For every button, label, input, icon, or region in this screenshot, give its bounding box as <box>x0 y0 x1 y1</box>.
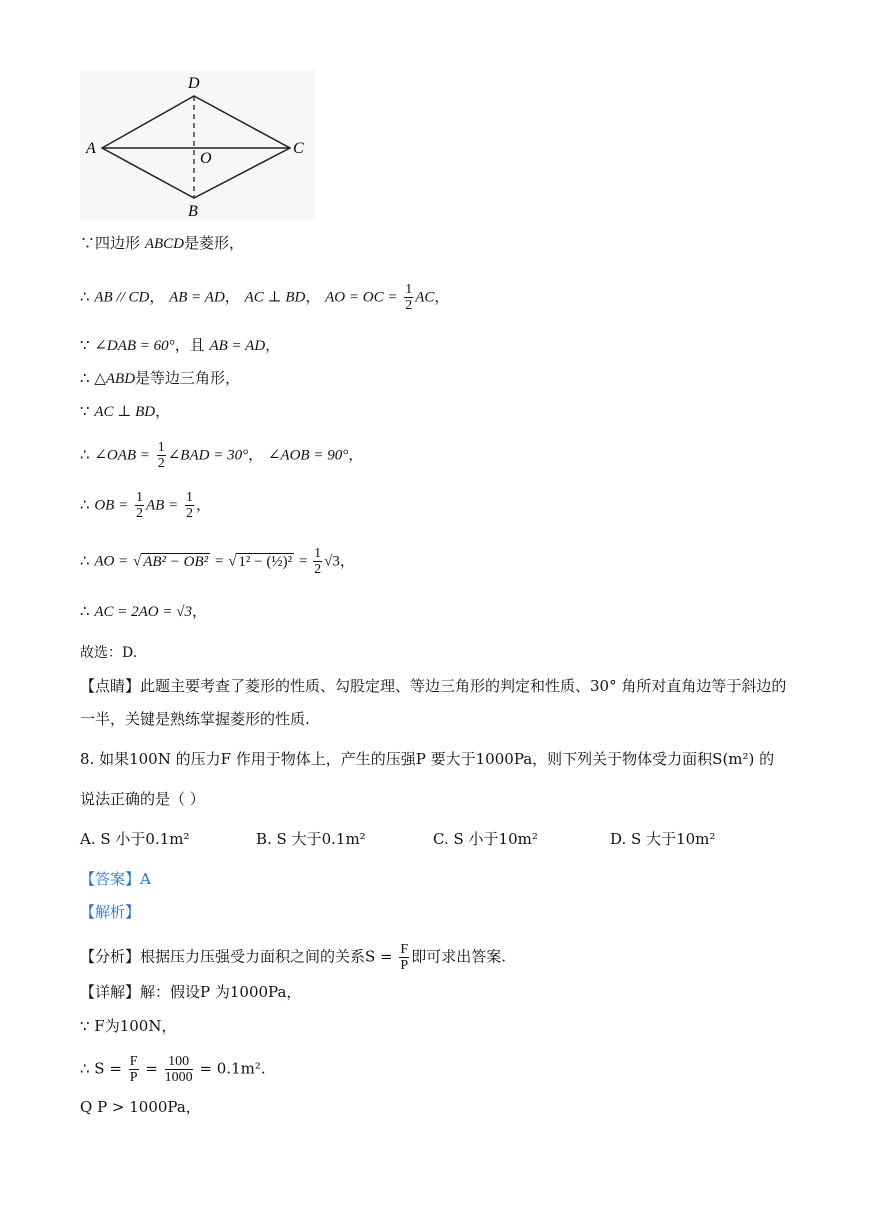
calculation-line: ∴ S = $\frac{F}{P}$ = $\frac{100}{1000}$ = 0.1m². <box>80 1054 266 1085</box>
option-d: D. S 大于10m² <box>610 830 716 848</box>
proof-line-7: ∴ OB = $\frac{1}{2}$ AB = $\frac{1}{2}$ ， <box>80 490 211 521</box>
because-line: ∵ F为100N， <box>80 1017 177 1035</box>
label-a: A <box>86 140 96 157</box>
proof-line-5: ∵ AC ⊥ BD， <box>80 402 171 420</box>
fraction-half: $\frac{1}{2}$ <box>405 282 413 313</box>
analysis-label: 【解析】 <box>80 903 141 921</box>
choice-line: 故选：D. <box>80 645 138 661</box>
rhombus-figure <box>80 70 315 220</box>
proof-line-2: ∴ AB // CD， AB = AD， AC ⊥ BD， AO = OC = $\frac{1}{2}$ AC， <box>80 282 450 313</box>
because-symbol: ∵ <box>80 234 96 252</box>
label-d: D <box>188 75 200 92</box>
therefore-symbol: ∴ <box>80 287 90 306</box>
final-line: Q P > 1000Pa， <box>80 1098 201 1116</box>
proof-line-4: ∴ △ABD是等边三角形， <box>80 369 241 387</box>
proof-line-8: ∴ AO = √ AB² − OB² = √ 1² − (½)² = $\frac{1}{2}$ √3， <box>80 546 355 577</box>
detail-line: 【详解】解：假设P 为1000Pa， <box>80 983 302 1001</box>
answer-label: 【答案】A <box>80 870 151 888</box>
proof-line-9: ∴ AC = 2AO = √3， <box>80 602 207 620</box>
label-c: C <box>293 140 304 157</box>
comment-line-2: 一半，关键是熟练掌握菱形的性质. <box>80 710 310 728</box>
label-b: B <box>188 203 198 220</box>
comment-line-1: 【点睛】此题主要考查了菱形的性质、勾股定理、等边三角形的判定和性质、30° 角所对直角边等于斜边的 <box>80 677 787 695</box>
option-c: C. S 小于10m² <box>433 830 538 848</box>
label-o: O <box>200 150 212 167</box>
option-b: B. S 大于0.1m² <box>256 830 366 848</box>
analysis-line: 【分析】根据压力压强受力面积之间的关系S = $\frac{F}{P}$ 即可求出答案. <box>80 942 506 973</box>
proof-line-1: ∵四边形 ABCD是菱形， <box>80 234 244 252</box>
question-8-line-1: 8. 如果100N 的压力F 作用于物体上，产生的压强P 要大于1000Pa，则下列关于物体受力面积S(m²) 的 <box>80 750 775 768</box>
proof-line-6: ∴ ∠OAB = $\frac{1}{2}$ ∠BAD = 30°， ∠AOB = 90°， <box>80 440 364 471</box>
option-a: A. S 小于0.1m² <box>80 830 190 848</box>
fraction-f-over-p: $\frac{F}{P}$ <box>400 942 409 973</box>
proof-line-3: ∵ ∠DAB = 60°，且 AB = AD， <box>80 336 281 354</box>
question-8-line-2: 说法正确的是（ ） <box>80 790 205 808</box>
